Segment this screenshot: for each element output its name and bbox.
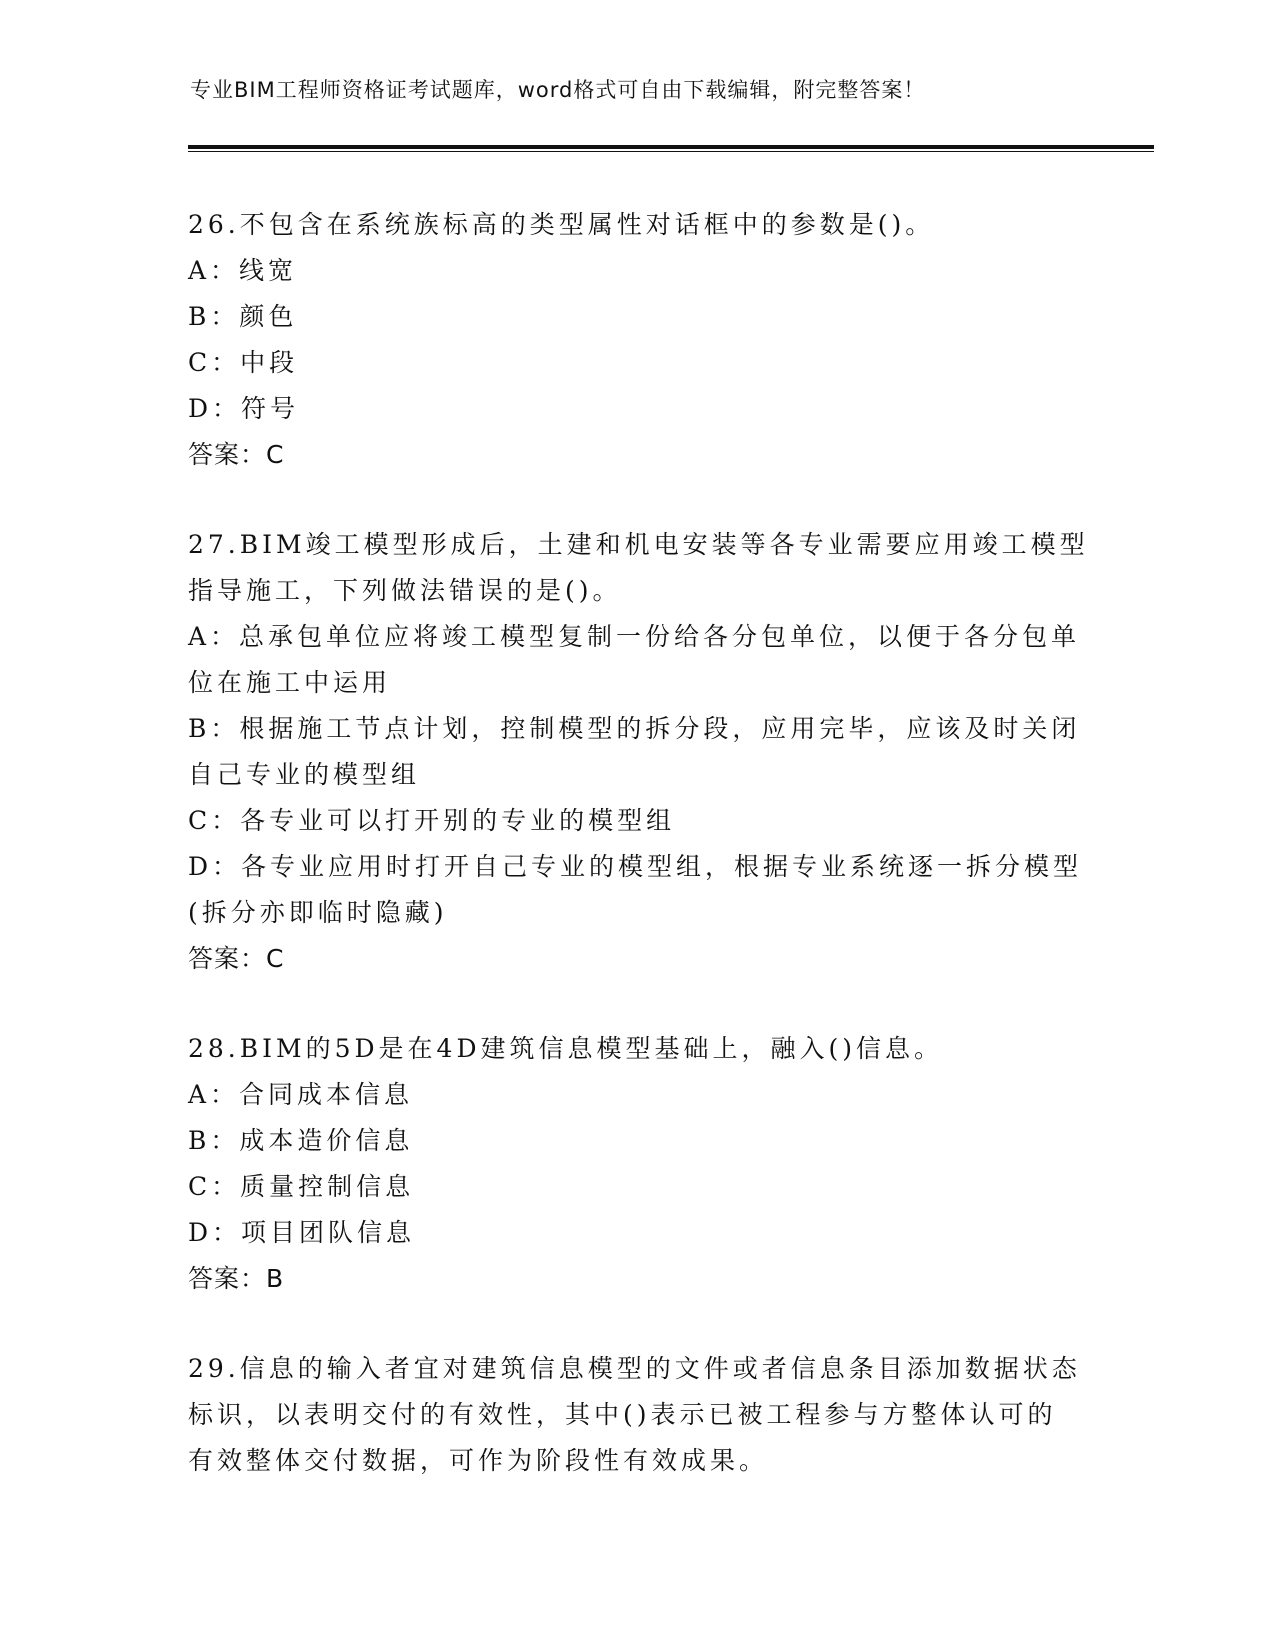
question-29 bbox=[188, 1346, 1088, 1484]
option-a: A：线宽 bbox=[188, 256, 298, 285]
option-c: C：质量控制信息 bbox=[188, 1172, 415, 1201]
question-stem-line: 29.信息的输入者宜对建筑信息模型的文件或者信息条目添加数据状态 bbox=[188, 1354, 1081, 1383]
answer-line: 答案：C bbox=[188, 440, 285, 469]
answer-line: 答案：C bbox=[188, 944, 285, 973]
option-c: C：各专业可以打开别的专业的模型组 bbox=[188, 806, 676, 835]
option-d-continued: (拆分亦即临时隐藏) bbox=[188, 898, 448, 927]
question-stem-line: 27.BIM竣工模型形成后，土建和机电安装等各专业需要应用竣工模型 bbox=[188, 530, 1089, 559]
question-stem-line: 26.不包含在系统族标高的类型属性对话框中的参数是()。 bbox=[188, 210, 935, 239]
option-b: B：颜色 bbox=[188, 302, 298, 331]
page-header: 专业BIM工程师资格证考试题库，word格式可自由下载编辑，附完整答案！ bbox=[190, 78, 926, 102]
question-26 bbox=[188, 202, 1088, 478]
option-d: D：各专业应用时打开自己专业的模型组，根据专业系统逐一拆分模型 bbox=[188, 852, 1083, 881]
option-a-continued: 位在施工中运用 bbox=[188, 668, 392, 697]
option-b-continued: 自己专业的模型组 bbox=[188, 760, 421, 789]
option-b: B：成本造价信息 bbox=[188, 1126, 414, 1155]
question-stem-line: 28.BIM的5D是在4D建筑信息模型基础上，融入()信息。 bbox=[188, 1034, 944, 1063]
question-stem-line: 指导施工，下列做法错误的是()。 bbox=[188, 576, 622, 605]
question-stem-line: 有效整体交付数据，可作为阶段性有效成果。 bbox=[188, 1446, 769, 1475]
option-d: D：符号 bbox=[188, 394, 300, 423]
question-stem-line: 标识，以表明交付的有效性，其中()表示已被工程参与方整体认可的 bbox=[188, 1400, 1057, 1429]
question-28 bbox=[188, 1026, 1088, 1302]
option-d: D：项目团队信息 bbox=[188, 1218, 416, 1247]
option-c: C：中段 bbox=[188, 348, 299, 377]
option-b: B：根据施工节点计划，控制模型的拆分段，应用完毕，应该及时关闭 bbox=[188, 714, 1081, 743]
question-27 bbox=[188, 522, 1088, 982]
question-list bbox=[188, 202, 1088, 1484]
header-rule-thick bbox=[188, 145, 1154, 149]
option-a: A：合同成本信息 bbox=[188, 1080, 414, 1109]
option-a: A：总承包单位应将竣工模型复制一份给各分包单位，以便于各分包单 bbox=[188, 622, 1081, 651]
answer-line: 答案：B bbox=[188, 1264, 285, 1293]
header-rule-thin bbox=[188, 151, 1154, 152]
